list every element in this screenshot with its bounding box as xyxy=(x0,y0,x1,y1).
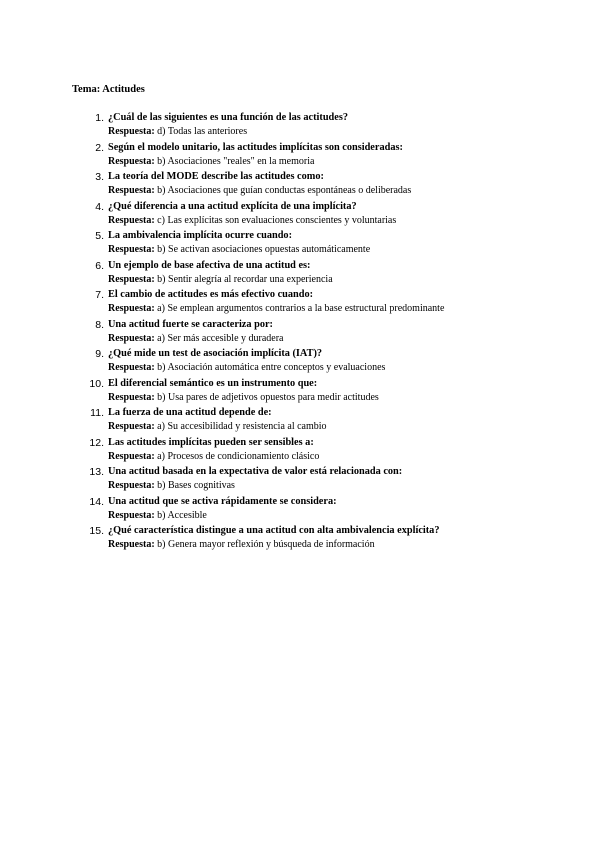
answer-line xyxy=(108,302,588,316)
answer-text: a) Procesos de condicionamiento clásico xyxy=(157,450,320,462)
question-item xyxy=(88,288,588,318)
question-text: ¿Qué mide un test de asociación implícita (IAT)? xyxy=(108,348,323,359)
answer-label: Respuesta: xyxy=(108,539,155,550)
answer-line xyxy=(108,391,588,405)
answer-label: Respuesta: xyxy=(108,421,155,432)
question-number: 10. xyxy=(89,377,104,390)
question-number: 9. xyxy=(95,348,104,360)
answer-text: b) Bases cognitivas xyxy=(157,480,235,491)
question-text: La fuerza de una actitud depende de: xyxy=(108,407,272,418)
question-text: Una actitud basada en la expectativa de valor está relacionada con: xyxy=(108,466,403,477)
question-item xyxy=(88,111,588,141)
answer-label: Respuesta: xyxy=(108,273,155,285)
question-number: 4. xyxy=(95,200,104,213)
question-item xyxy=(88,229,588,259)
answer-label: Respuesta: xyxy=(108,391,155,403)
answer-text: a) Su accesibilidad y resistencia al cambio xyxy=(157,421,327,432)
answer-label: Respuesta: xyxy=(108,303,155,314)
answer-line xyxy=(108,332,588,346)
answer-text: b) Asociaciones que guían conductas espontáneas o deliberadas xyxy=(157,185,412,196)
answer-line xyxy=(108,243,588,257)
answer-line xyxy=(108,214,588,228)
question-item xyxy=(88,259,588,289)
answer-line xyxy=(108,509,588,523)
document-title: Tema: Actitudes xyxy=(72,84,145,95)
answer-text: a) Se emplean argumentos contrarios a la base estructural predominante xyxy=(157,303,445,314)
answer-line xyxy=(108,538,588,552)
answer-text: b) Usa pares de adjetivos opuestos para medir actitudes xyxy=(157,391,379,403)
question-text: Las actitudes implícitas pueden ser sensibles a: xyxy=(108,436,314,448)
question-text: El cambio de actitudes es más efectivo cuando: xyxy=(108,289,314,300)
question-text: ¿Qué diferencia a una actitud explícita de una implícita? xyxy=(108,200,357,212)
answer-text: b) Genera mayor reflexión y búsqueda de información xyxy=(157,539,375,550)
answer-label: Respuesta: xyxy=(108,185,155,196)
answer-text: b) Sentir alegría al recordar una experiencia xyxy=(157,273,333,285)
answer-label: Respuesta: xyxy=(108,509,155,521)
question-text: Una actitud fuerte se caracteriza por: xyxy=(108,318,273,330)
answer-text: b) Asociación automática entre conceptos y evaluaciones xyxy=(157,362,386,373)
question-item xyxy=(88,347,588,377)
question-number: 15. xyxy=(89,525,104,537)
question-text: Una actitud que se activa rápidamente se considera: xyxy=(108,495,337,507)
answer-text: b) Asociaciones "reales" en la memoria xyxy=(157,155,315,167)
question-item xyxy=(88,406,588,436)
question-number: 5. xyxy=(95,230,104,242)
answer-line xyxy=(108,361,588,375)
question-item xyxy=(88,465,588,495)
question-number: 7. xyxy=(95,289,104,301)
answer-label: Respuesta: xyxy=(108,126,155,137)
answer-label: Respuesta: xyxy=(108,155,155,167)
answer-text: d) Todas las anteriores xyxy=(157,126,248,137)
question-number: 3. xyxy=(95,171,104,183)
answer-text: b) Accesible xyxy=(157,509,207,521)
answer-line xyxy=(108,184,588,198)
question-number: 1. xyxy=(95,112,104,124)
answer-label: Respuesta: xyxy=(108,450,155,462)
question-list xyxy=(88,111,588,554)
question-item xyxy=(88,200,588,230)
question-number: 2. xyxy=(95,141,104,154)
question-number: 14. xyxy=(89,495,104,508)
answer-label: Respuesta: xyxy=(108,332,155,344)
question-text: Según el modelo unitario, las actitudes implícitas son consideradas: xyxy=(108,141,403,153)
question-item xyxy=(88,436,588,466)
question-text: El diferencial semántico es un instrumento que: xyxy=(108,377,318,389)
question-text: ¿Cuál de las siguientes es una función de las actitudes? xyxy=(108,112,349,123)
question-item xyxy=(88,377,588,407)
answer-label: Respuesta: xyxy=(108,214,155,226)
question-text: La ambivalencia implícita ocurre cuando: xyxy=(108,230,293,241)
question-item xyxy=(88,524,588,554)
question-number: 12. xyxy=(89,436,104,449)
answer-line xyxy=(108,273,588,287)
answer-text: c) Las explícitas son evaluaciones conscientes y voluntarias xyxy=(157,214,397,226)
answer-text: b) Se activan asociaciones opuestas automáticamente xyxy=(157,244,371,255)
question-text: Un ejemplo de base afectiva de una actitud es: xyxy=(108,259,311,271)
answer-line xyxy=(108,125,588,139)
question-number: 6. xyxy=(95,259,104,272)
answer-label: Respuesta: xyxy=(108,480,155,491)
question-item xyxy=(88,141,588,171)
answer-label: Respuesta: xyxy=(108,362,155,373)
answer-label: Respuesta: xyxy=(108,244,155,255)
answer-line xyxy=(108,450,588,464)
question-text: La teoría del MODE describe las actitudes como: xyxy=(108,171,324,182)
answer-line xyxy=(108,479,588,493)
question-number: 13. xyxy=(89,466,104,478)
question-item xyxy=(88,318,588,348)
question-item xyxy=(88,495,588,525)
question-number: 11. xyxy=(90,407,104,419)
question-text: ¿Qué característica distingue a una actitud con alta ambivalencia explícita? xyxy=(108,525,440,536)
question-item xyxy=(88,170,588,200)
answer-text: a) Ser más accesible y duradera xyxy=(157,332,284,344)
answer-line xyxy=(108,155,588,169)
question-number: 8. xyxy=(95,318,104,331)
answer-line xyxy=(108,420,588,434)
